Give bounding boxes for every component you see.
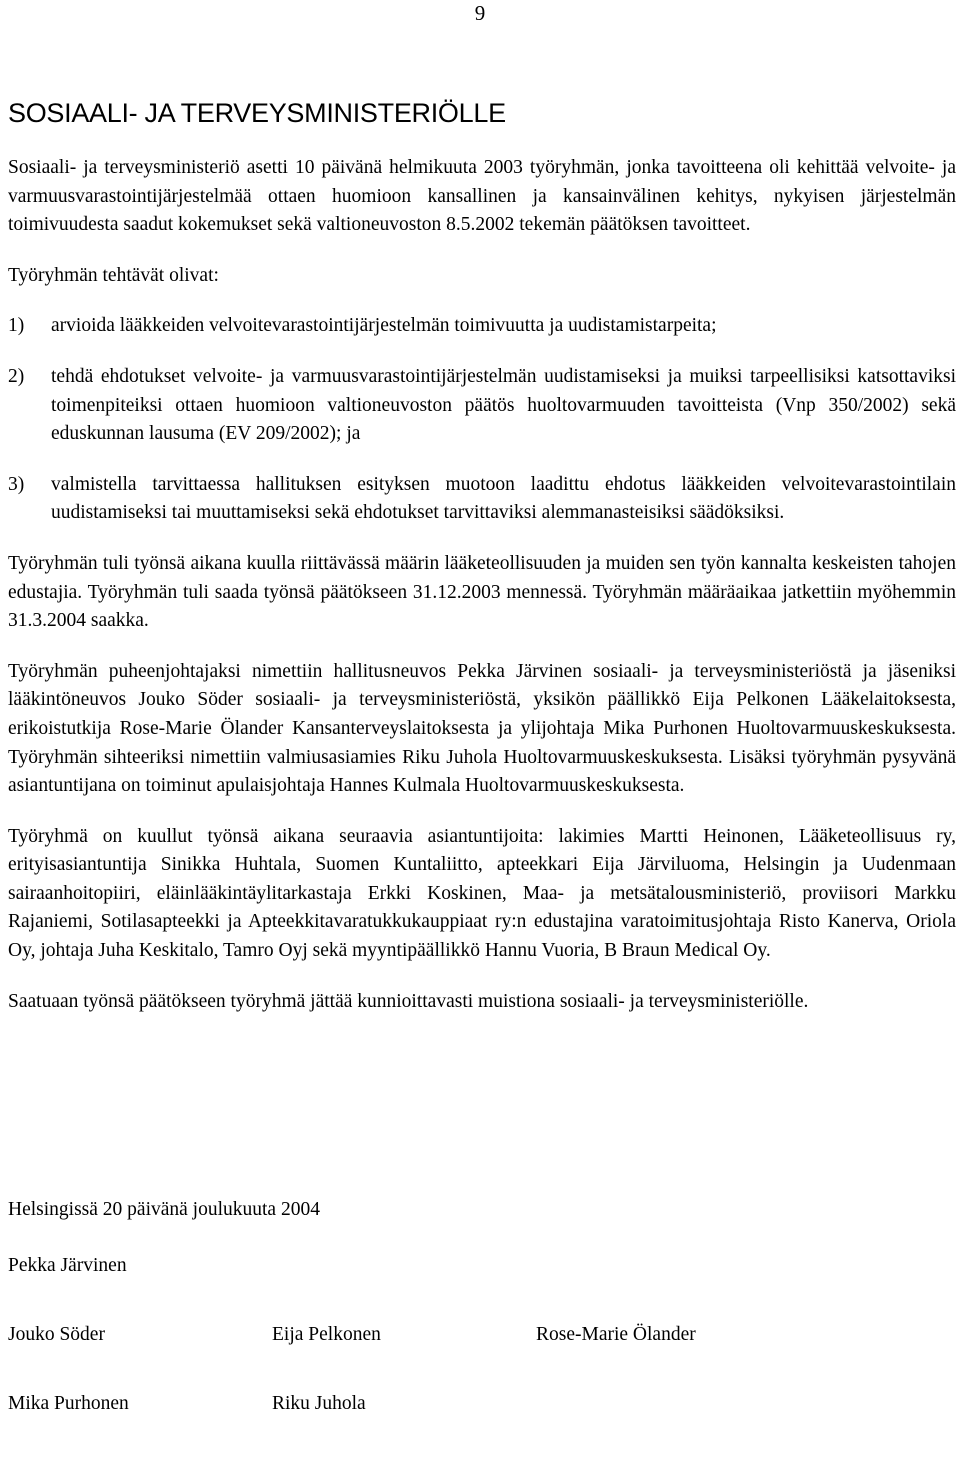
chair-signature: Pekka Järvinen <box>8 1255 127 1276</box>
task-text: valmistella tarvittaessa hallituksen esityksen muotoon laadittu ehdotus lääkkeiden velvoitevarastointilain uudistamiseksi tai muuttamiseksi sekä ehdotukset tarvittaviksi alemmanasteisiksi säädöksiksi. <box>51 473 956 524</box>
body-paragraph: Työryhmä on kuullut työnsä aikana seuraavia asiantuntijoita: lakimies Martti Heinonen, Lääketeollisuus ry, erityisasiantuntija Sinikka Huhtala, Suomen Kuntaliitto, apteekkari Eija Järviluoma, Helsingin ja Uudenmaan sairaanhoitopiiri, eläinlääkintäylitarkastaja Erkki Koskinen, Maa- ja metsätalousministeriö, proviisori Markku Rajaniemi, Sotilasapteekki ja Apteekkitavaratukkukauppiaat ry:n edustajina varatoimitusjohtaja Risto Kanerva, Oriola Oy, johtaja Juha Keskitalo, Tamro Oyj sekä myyntipäällikkö Hannu Vuoria, B Braun Medical Oy. <box>8 825 956 962</box>
page-heading: SOSIAALI- JA TERVEYSMINISTERIÖLLE <box>8 98 506 128</box>
secretary-signature: Riku Juhola <box>272 1393 366 1414</box>
member-signature: Rose-Marie Ölander <box>536 1324 696 1345</box>
task-number: 1) <box>8 315 25 337</box>
body-paragraph: Työryhmän puheenjohtajaksi nimettiin hallitusneuvos Pekka Järvinen sosiaali- ja terveysministeriöstä ja jäseniksi lääkintöneuvos Jouko Söder sosiaali- ja terveysministeriöstä, yksikön päällikkö Eija Pelkonen Lääkelaitoksesta, erikoistutkija Rose-Marie Ölander Kansanterveyslaitoksesta ja ylijohtaja Mika Purhonen Huoltovarmuuskeskuksesta. Työryhmän sihteeriksi nimettiin valmiusasiamies Riku Juhola Huoltovarmuuskeskuksesta. Lisäksi työryhmän pysyvänä asiantuntijana on toiminut apulaisjohtaja Hannes Kulmala Huoltovarmuuskeskuksesta. <box>8 660 956 797</box>
task-number: 2) <box>8 365 25 387</box>
task-item <box>8 312 956 341</box>
date-line: Helsingissä 20 päivänä joulukuuta 2004 <box>8 1199 320 1220</box>
signature-row <box>8 1390 948 1418</box>
body-paragraph: Työryhmän tuli työnsä aikana kuulla riittävässä määrin lääketeollisuuden ja muiden sen työn kannalta keskeisten tahojen edustajia. Työryhmän tuli saada työnsä päätökseen 31.12.2003 mennessä. Työryhmän määräaikaa jatkettiin myöhemmin 31.3.2004 saakka. <box>8 552 956 632</box>
tasks-intro: Työryhmän tehtävät olivat: <box>8 264 219 286</box>
member-signature: Jouko Söder <box>8 1324 105 1345</box>
task-text: tehdä ehdotukset velvoite- ja varmuusvarastointijärjestelmän uudistamiseksi ja muiksi tarpeellisiksi katsottaviksi toimenpiteiksi ottaen huomioon valtioneuvoston päätös huoltovarmuuden tavoitteista (Vnp 350/2002) sekä eduskunnan lausuma (EV 209/2002); ja <box>51 365 956 445</box>
page-number: 9 <box>474 1 486 25</box>
task-number: 3) <box>8 473 25 495</box>
signature-row <box>8 1321 948 1349</box>
signature-block <box>8 1196 948 1459</box>
task-list <box>8 312 956 528</box>
intro-paragraph: Sosiaali- ja terveysministeriö asetti 10 päivänä helmikuuta 2003 työryhmän, jonka tavoitteena oli kehittää velvoite- ja varmuusvarastointijärjestelmää ottaen huomioon kansallinen ja kansainvälinen kehitys, nykyisen järjestelmän toimivuudesta saadut kokemukset sekä valtioneuvoston 8.5.2002 tekemän päätöksen tavoitteet. <box>8 157 956 236</box>
body-paragraph: Saatuaan työnsä päätökseen työryhmä jättää kunnioittavasti muistiona sosiaali- ja terveysministeriölle. <box>8 990 809 1012</box>
member-signature: Mika Purhonen <box>8 1393 129 1414</box>
task-item <box>8 363 956 449</box>
member-signature: Eija Pelkonen <box>272 1324 381 1345</box>
task-item <box>8 471 956 528</box>
document-body <box>8 154 956 1038</box>
task-text: arvioida lääkkeiden velvoitevarastointijärjestelmän toimivuutta ja uudistamistarpeita; <box>51 315 717 337</box>
